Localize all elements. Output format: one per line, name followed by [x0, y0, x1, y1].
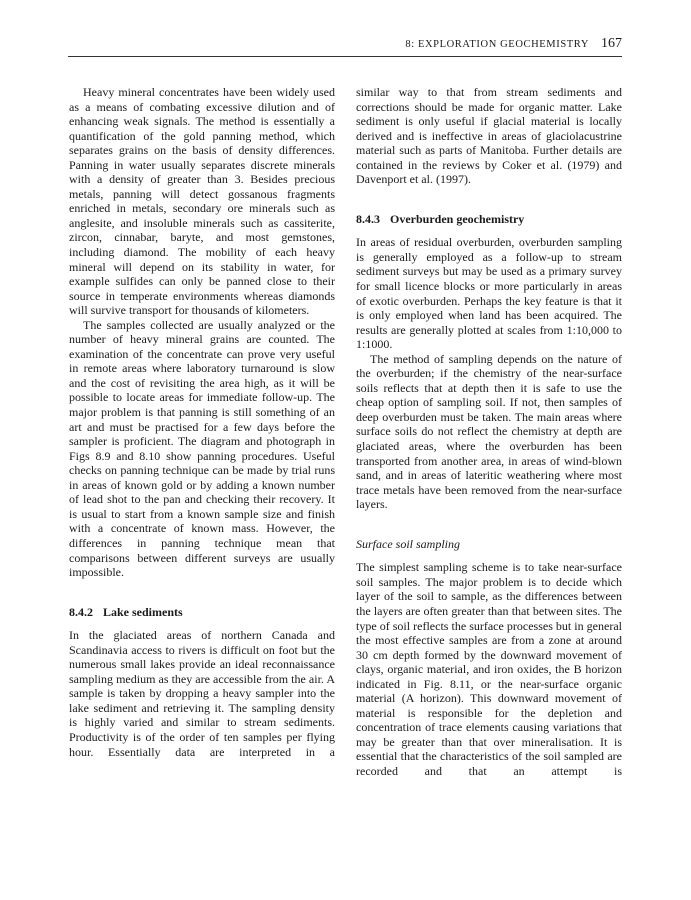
subsection-heading-surface-soil: Surface soil sampling: [356, 536, 460, 551]
running-header: [68, 34, 622, 57]
left-column: [69, 85, 335, 759]
section-number: 8.4.3: [356, 211, 380, 226]
section-title: Lake sediments: [103, 604, 183, 619]
paragraph-method-of-sampling: The method of sampling depends on the nature of the overburden; if the chemistry of the near-surface soils reflects that at depth then it is safe to use the cheap option of sampling soil. If not, then samples of deep overburden must be taken. The main areas where surface soils do not reflect the chemistry at depth are glaciated areas, where the overburden has been transported from another area, in areas of wind-blown sand, and in areas of lateritic weathering where most trace metals have been removed from the near-surface layers.: [356, 351, 622, 512]
section-number: 8.4.2: [69, 604, 93, 619]
section-heading-lake-sediments: [69, 605, 335, 620]
paragraph-lake-sediments: In the glaciated areas of northern Canada and Scandinavia access to rivers is difficult on foot but the numerous small lakes provide an ideal reconnaissance sampling medium as they are accessible from the air. A sample is taken by dropping a heavy sampler into the lake sediment and retrieving it. The sampling density is highly varied and similar to stream sediments. Productivity is of the order of ten samples per flying hour. Essentially data are interpreted in a: [69, 628, 335, 759]
right-column: [356, 85, 622, 779]
paragraph-surface-soil: The simplest sampling scheme is to take near-surface soil samples. The major problem is to decide which layer of the soil to sample, as the differences between the layers are often greater than that between sites. The type of soil reflects the surface processes but in general the most effective samples are from a zone at around 30 cm depth formed by the downward movement of clays, organic material, and iron oxides, the B horizon indicated in Fig. 8.11, or the near-surface organic material (A horizon). This downward movement of material is responsible for the depletion and concentration of trace elements causing variations that may be greater than that over mineralisation. It is essential that the characteristics of the soil sampled are recorded and that an attempt is: [356, 560, 622, 778]
chapter-title: 8: EXPLORATION GEOCHEMISTRY: [405, 39, 589, 50]
section-heading-overburden: [356, 212, 622, 227]
paragraph-overburden: In areas of residual overburden, overburden sampling is generally employed as a follow-up to stream sediment surveys but may be used as a primary survey for small licence blocks or more particularly in areas of exotic overburden. Perhaps the key feature is that it is only employed when land has been acquired. The results are generally plotted at scales from 1:10,000 to 1:1000.: [356, 235, 622, 352]
paragraph-heavy-minerals: Heavy mineral concentrates have been widely used as a means of combating excessive dilution and of enhancing weak signals. The method is essentially a quantification of the gold panning method, which separates grains on the basis of density differences. Panning in water usually separates discrete minerals with a density of greater than 3. Besides precious metals, panning will detect gossanous fragments enriched in metals, secondary ore minerals such as anglesite, and insoluble minerals such as cassiterite, zircon, cinnabar, baryte, and most gemstones, including diamond. The mobility of each heavy mineral will depend on its stability in water, for example sulfides can only be panned close to their source in temperate environments whereas diamonds will survive transport for thousands of kilometers.: [69, 85, 335, 318]
paragraph-samples-collected: The samples collected are usually analyzed or the number of heavy mineral grains are counted. The examination of the concentrate can prove very useful in remote areas where laboratory turnaround is slow and the cost of revisiting the area high, as it will be possible to locate areas for immediate follow-up. The major problem is that panning is still something of an art and must be practised for a few days before the sampler is proficient. The diagram and photograph in Figs 8.9 and 8.10 show panning procedures. Useful checks on panning technique can be made by trial runs in areas of known gold or by adding a known number of lead shot to the pan and checking their recovery. It is usual to start from a known sample size and finish with a concentrate of known mass. However, the differences in panning technique mean that comparisons between different surveys are usually impossible.: [69, 317, 335, 580]
section-title: Overburden geochemistry: [390, 211, 525, 226]
paragraph-lake-continued: similar way to that from stream sediments and corrections should be made for organic matter. Lake sediment is only useful if glacial material is locally derived and is ineffective in areas of glaciolacustrine material such as parts of Manitoba. Further details are contained in the reviews by Coker et al. (1979) and Davenport et al. (1997).: [356, 85, 622, 187]
page-number: 167: [601, 36, 622, 51]
